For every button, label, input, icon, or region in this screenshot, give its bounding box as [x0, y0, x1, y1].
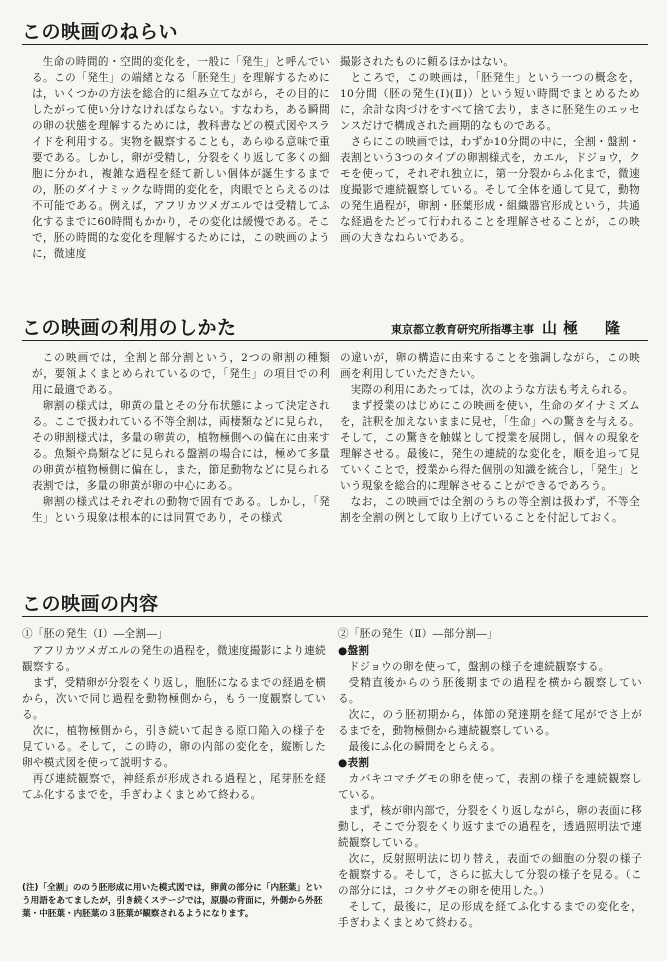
usage-paragraph: の違いが，卵の構造に由来することを強調しながら，この映画を利用していただきたい。	[340, 352, 640, 380]
footnote	[22, 882, 326, 921]
contents-right-column	[338, 626, 642, 931]
contents-paragraph: 受精直後からのう胚後期までの過程を横から観察している。	[338, 677, 642, 705]
contents-paragraph: まず，受精卵が分裂をくり返し，胞胚になるまでの経過を横から，次いで同じ過程を動物極側から，もう一度観察している。	[22, 677, 326, 721]
usage-right-column	[340, 350, 640, 526]
contents-paragraph: 最後にふ化の瞬間をとらえる。	[348, 741, 502, 753]
usage-paragraph: まず授業のはじめにこの映画を使い，生命のダイナミズムを，註釈を加えないままに見せ，「生命」への驚きを与える。そして，この驚きを触媒として授業を展開し，個々の現象を理解させる。最後に，発生の連続的な変化を，順を追って見ていくことで，授業から得た個別の知識を統合し，「発生」という現象を総合的に理解させることができるであろう。	[340, 400, 640, 492]
contents-paragraph: ドジョウの卵を使って，盤割の様子を連続観察する。	[348, 661, 610, 673]
section-title-usage: この映画の利用のしかた	[22, 317, 237, 339]
aim-right-column	[340, 54, 640, 246]
contents-paragraph: 次に，反射照明法に切り替え，表面での細胞の分裂の様子を観察する。そして，さらに拡大して分裂の様子を見る。（この部分には，コクサグモの卵を使用した。）	[338, 853, 642, 897]
part1-heading: ①「胚の発生（Ⅰ）―全割―」	[22, 628, 169, 640]
contents-paragraph: カバキコマチグモの卵を使って，表割の様子を連続観察している。	[338, 773, 642, 801]
section-header-aim	[22, 20, 648, 45]
section-header-contents	[22, 592, 648, 617]
usage-paragraph: なお，この映画では全割のうちの等全割は扱わず，不等全割を全割の例として取り上げていることを付記しておく。	[340, 496, 640, 524]
usage-paragraph: 実際の利用にあたっては，次のような方法も考えられる。	[350, 384, 634, 396]
superficial-cleavage-heading: ●表割	[338, 757, 370, 769]
section-header-usage	[22, 316, 648, 341]
contents-paragraph: 再び連続観察で，神経系が形成される過程と，尾芽胚を経てふ化するまでを，手ぎわよくまとめて終わる。	[22, 773, 326, 801]
author-credit	[391, 317, 626, 338]
section-title-aim: この映画のねらい	[22, 21, 179, 43]
usage-paragraph: 卵割の様式は，卵黄の量とその分布状態によって決定される。ここで扱われている不等全割は，両棲類などに見られ，その卵割様式は，多量の卵黄の，植物極側への偏在に由来する。魚類や鳥類などに見られる盤割の場合には，極めて多量の卵黄が植物極側に偏在し，また，節足動物などに見られる表割では，多量の卵黄が卵の中心にある。	[32, 400, 330, 492]
contents-paragraph: 次に，のう胚初期から，体節の発達期を経て尾がでさ上がるまでを，動物極側から連続観察している。	[338, 709, 642, 737]
aim-paragraph: ところで，この映画は，「胚発生」という一つの概念を，10分間（胚の発生(Ⅰ)(Ⅱ)）という短い時間でまとめるために，余計な肉づけをすべて捨て去り，まさに胚発生のエッセンスだけで構成された画期的なものである。	[340, 72, 640, 132]
usage-paragraph: 卵割の様式はそれぞれの動物で固有である。しかし，「発生」という現象は根本的には同質であり，その様式	[32, 496, 330, 524]
author-organization: 東京都立教育研究所指導主事	[390, 323, 534, 336]
part2-heading: ②「胚の発生（Ⅱ）―部分割―」	[338, 628, 499, 640]
aim-paragraph: 生命の時間的・空間的変化を，一般に「発生」と呼んでいる。この「発生」の端緒となる「胚発生」を理解するためには，いくつかの方法を総合的に組み立てながら，その目的にしたがって使い分けなければならない。すなわち，ある瞬間の卵の状態を理解するためには，教科書などの模式図やスライドを利用する。実物を観察することも，あらゆる意味で重要である。しかし，卵が受精し，分裂をくり返して多くの細胞に分かれ，複雑な過程を経て新しい個体が誕生するまでの，胚のダイナミックな時間的変化を，肉眼でとらえるのは不可能である。例えば，アフリカツメガエルでは受精してふ化するまでに60時間もかかり，その変化は緩慢である。そこで，胚の時間的な変化を理解するためには，この映画のように，微速度	[32, 56, 330, 260]
contents-left-column	[22, 626, 326, 803]
contents-paragraph: アフリカツメガエルの発生の過程を，微速度撮影により連続観察する。	[22, 645, 326, 673]
contents-paragraph: そして，最後に，足の形成を経てふ化するまでの変化を，手ぎわよくまとめて終わる。	[338, 901, 642, 929]
contents-paragraph: まず，核が卵内部で，分裂をくり返しながら，卵の表面に移動し，そこで分裂をくり返すまでの過程を，透過照明法で連続観察している。	[338, 805, 642, 849]
discoidal-cleavage-heading: ●盤割	[338, 645, 370, 657]
author-name: 山極 隆	[541, 319, 626, 337]
contents-paragraph: 次に，植物極側から，引き続いて起きる原口陥入の様子を見ている。そして，この時の，卵の内部の変化を，縦断した卵や模式図を使って説明する。	[22, 725, 326, 769]
section-title-contents: この映画の内容	[22, 593, 159, 615]
aim-paragraph: 撮影されたものに頼るほかはない。	[340, 56, 515, 68]
usage-paragraph: この映画では，全割と部分割という，2つの卵割の種類が，要領よくまとめられているので，「発生」の項目での利用に最適である。	[32, 352, 330, 396]
usage-left-column	[32, 350, 330, 526]
aim-left-column	[32, 54, 330, 262]
aim-paragraph: さらにこの映画では，わずか10分間の中に，全割・盤割・表割という3つのタイプの卵割様式を，カエル，ドジョウ，クモを使って，それぞれ独立に，第一分裂からふ化まで，微速度撮影で連続観察している。そして全体を通して見て，動物の発生過程が，卵割・胚葉形成・組織器官形成という，共通な経過をたどって行われることを理解させることが，この映画の大きなねらいである。	[340, 136, 640, 244]
footnote-text: (注)「全割」ののう胚形成に用いた模式図では，卵黄の部分に「内胚葉」という用語をあてましたが，引き続くステージでは，原腸の背面に，外側から外胚葉・中胚葉・内胚葉の３胚葉が観察されるようになります。	[22, 883, 323, 919]
